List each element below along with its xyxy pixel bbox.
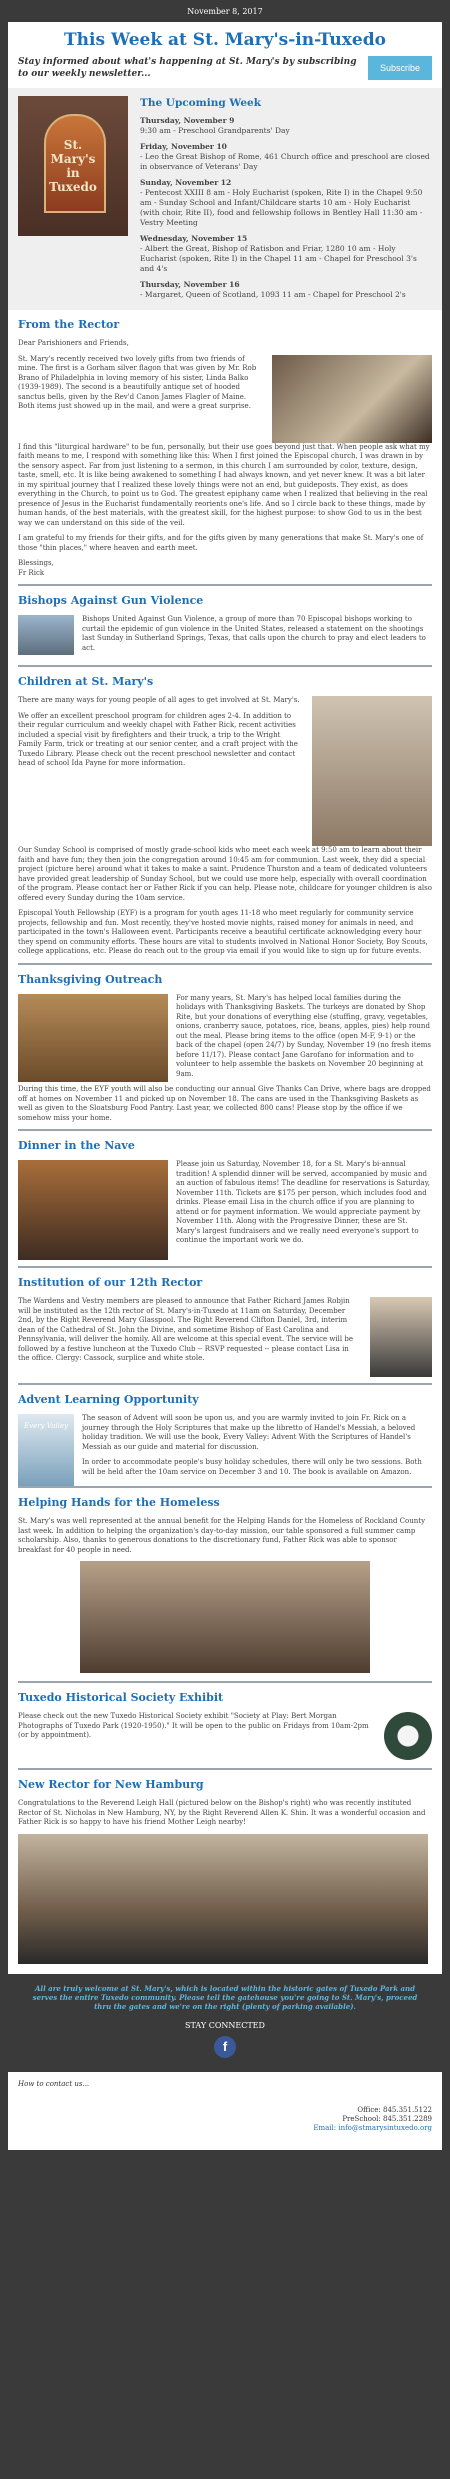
new-hamburg-photo [18, 1834, 428, 1964]
section-historical: Tuxedo Historical Society Exhibit Please check out the new Tuxedo Historical Society exhibit "Society at Play: Bert Morgan Photographs of Tuxedo Park (1920-1950)." It will be open to the public on Fridays from 10am-2pm (or by appointment). [8, 1683, 442, 1760]
flagon-photo [272, 355, 432, 443]
historical-society-seal [384, 1712, 432, 1760]
event-item: Thursday, November 9 9:30 am - Preschool Grandparents' Day [140, 116, 290, 135]
tagline: Stay informed about what's happening at St. Mary's by subscribing to our weekly newsletter... [18, 57, 357, 79]
section-gun-violence: Bishops Against Gun Violence Bishops United Against Gun Violence, a group of more than 70 Episcopal bishops working to curtail the epidemic of gun violence in the United States, released a statement on the shootings last Sunday in Sutherland Springs, Texas, that calls upon the church to pray and elect leaders to act. [8, 586, 442, 659]
contact-email[interactable]: Email: info@stmarysintuxedo.org [313, 2123, 432, 2132]
section-dinner: Dinner in the Nave Please join us Saturday, November 18, for a St. Mary's bi-annual tradition! A splendid dinner will be served, accompanied by music and an auction of fabulous items! The deadline for reservations is Saturday, November 11th. Tickets are $175 per person, which includes food and drinks. Please email Lisa in the church office if you are planning to attend or for payment information. We would appreciate payment by November 11th. Along with the Progressive Dinner, these are St. Mary's largest fundraisers and we really need everyone's support to continue the important work we do. [8, 1131, 442, 1260]
church-logo: St. Mary's in Tuxedo [18, 96, 128, 236]
newsletter-title: This Week at St. Mary's-in-Tuxedo [64, 30, 386, 50]
section-thanksgiving: Thanksgiving Outreach For many years, St. Mary's has helped local families during the holidays with Thanksgiving Baskets. The turkeys are donated by Shop Rite, but your donations of everything else (stuffing, gravy, vegetables, onions, cranberry sauce, potatoes, rice, beans, apples, pies) help round out the meal. Please bring items to the office (open M-F, 9-1) or the back of the chapel (open 24/7) by Sunday, November 19 (no fresh items before 11/17). Please contact Jane Garofano for information and to volunteer to help assemble the baskets on November 20 beginning at 9am. During this time, the EYF youth will also be conducting our annual Give Thanks Can Drive, where bags are dropped off at homes on November 11 and picked up on November 18. The cans are used in the Thanksgiving Baskets as well as given to the Sloatsburg Food Pantry. Last year, we collected 800 cans! Please stop by the office if we somehow miss your home. [18, 972, 431, 1122]
section-institution: Institution of our 12th Rector The Wardens and Vestry members are pleased to announce that Father Richard James Robjin will be instituted as the 12th rector of St. Mary's-in-Tuxedo at 11am on Saturday, December 2nd, by the Right Reverend Mary Glasspool. The Right Reverend Clifton Daniel, 3rd, interim dean of the Cathedral of St. John the Divine, and sometime Bishop of East Carolina and Pennsylvania, will deliver the homily. All are welcome at this special event. The service will be followed by a festive luncheon at the Tuxedo Club -- RSVP requested -- please contact Lisa in the office. Clergy: Cassock, surplice and white stole. [8, 1268, 442, 1377]
upcoming-heading: The Upcoming Week [140, 97, 261, 109]
welcome-note: All are truly welcome at St. Mary's, which is located within the historic gates of Tuxedo Park and serves the entire Tuxedo community. Please tell the gatehouse you're going to St. Mary's, proceed thru the gates and we're on the right (plenty of parking available). [8, 1974, 442, 2017]
section-advent: Advent Learning Opportunity Every Valley The season of Advent will soon be upon us, and you are warmly invited to join Fr. Rick on a journey through the Holy Scriptures that make up the libretto of Handel's Messiah, a beloved holiday tradition. We will use the book, Every Valley: Advent With the Scriptures of Handel's Messiah as our guide and material for discussion. In order to accommodate people's busy holiday schedules, there will only be two sessions. Both will be held after the 10am service on December 3 and 10. The book is available on Amazon. [8, 1385, 442, 1486]
facebook-icon[interactable]: f [214, 2036, 236, 2058]
advent-book-cover: Every Valley [18, 1414, 74, 1486]
contact-label: How to contact us... [18, 2079, 90, 2088]
office-phone: Office: 845.351.5122 [357, 2105, 432, 2114]
stay-connected: STAY CONNECTED [8, 2017, 442, 2036]
issue-date: November 8, 2017 [8, 0, 442, 22]
event-item: Thursday, November 16 - Margaret, Queen of Scotland, 1093 11 am - Chapel for Preschool 2's [140, 280, 406, 299]
bishops-photo [18, 615, 74, 655]
section-new-hamburg: New Rector for New Hamburg Congratulations to the Reverend Leigh Hall (pictured below on the Bishop's right) who was recently instituted Rector of St. Nicholas in New Hamburg, NY, by the Right Reverend Allen K. Shin. It was a wonderful occasion and Father Rick is so happy to have his friend Mother Leigh nearby! [8, 1770, 442, 1964]
event-item: Wednesday, November 15 - Albert the Great, Bishop of Ratisbon and Friar, 1280 10 am - Holy Eucharist (spoken, Rite I) in the Chapel 11 am - Chapel for Preschool 3's and 4's [140, 234, 417, 273]
benefit-photo [80, 1561, 370, 1673]
contact-block [8, 2072, 442, 2150]
subscribe-button[interactable]: Subscribe [368, 56, 432, 80]
rector-photo [370, 1297, 432, 1377]
newsletter [8, 0, 442, 2150]
preschool-phone: PreSchool: 845.351.2289 [342, 2114, 432, 2123]
thanksgiving-photo [18, 994, 168, 1082]
section-helping-hands: Helping Hands for the Homeless St. Mary's was well represented at the annual benefit for the Helping Hands for the Homeless of Rockland County last week. In addition to helping the organization's day-to-day mission, our table sponsored a full summer camp scholarship. Also, thanks to generous donations to the discretionary fund, Father Rick was able to sponsor breakfast for 40 people in need. [8, 1488, 442, 1673]
dinner-photo [18, 1160, 168, 1260]
children-photo [312, 696, 432, 846]
section-children: Children at St. Mary's There are many ways for young people of all ages to get involved at St. Mary's. We offer an excellent preschool program for children ages 2-4. In addition to their regular curriculum and weekly chapel with Father Rick, recent activities included a special visit by firefighters and their truck, a trip to the Wright Family Farm, trick or treating at our senior center, and a craft project with the Tuxedo Library. Please check out the recent preschool newsletter and contact head of school Ida Payne for more information. Our Sunday School is comprised of mostly grade-school kids who meet each week at 9:50 am to learn about their faith and have fun; they then join the congregation around 10:45 am for communion. Last week, they did a special project (picture here) around what it takes to make a saint. Prudence Thurston and a team of dedicated volunteers have provided great leadership of Sunday School, but we could use more help, especially with overall coordination of the program. Please contact her or Father Rick if you can help. Please note, childcare for younger children is also offered every Sunday during the 10am service. Episcopal Youth Fellowship (EYF) is a program for youth ages 11-18 who meet regularly for community service projects, fellowship and fun. Most recently, they've hosted movie nights, raised money for animals in need, and participated in the town's Halloween event. Participants receive a beautiful certificate acknowledging every hour they spend on community efforts. These hours are vital to students involved in National Honor Society, Boy Scouts, college applications, etc. Please do reach out to the group via email if you would like to sign up for future events. [18, 675, 432, 955]
section-rector: From the Rector Dear Parishioners and Friends, St. Mary's recently received two lovely gifts from two friends of mine. The first is a Gorham silver flagon that was given by Mr. Rob Brano of Philadelphia in loving memory of his sister, Linda Balko (1939-1989). The second is a beautifully antique set of hooded sanctus bells, given by the Rev'd Canon James Flagler of Maine. Both items just showed up in the mail, and were a great surprise. I find this "liturgical hardware" to be fun, personally, but their use goes beyond just that. When people ask what my faith means to me, I respond with something like this: When I first joined the Episcopal church, I was drawn in by the sensory aspect. Far from just listening to a sermon, in this church I am surrounded by color, texture, design, taste, smell, etc. It is like being awakened to something I had always known, and yet never knew. It was a bit later in my spiritual journey that I realized these lovely things were not an end, but guideposts. They exist, as does everything in the Church, to point us to God. The greatest epiphany came when I realized that believing in the real presence of Jesus in the Eucharist fundamentally reorients one's life. And so I circle back to these things, made by human hands, of the best materials, with the greatest skill, for the highest purpose: to show God to us in the best way we can understand on this side of the veil. I am grateful to my friends for their gifts, and for the gifts given by many generations that make St. Mary's one of those "thin places," where heaven and earth meet. Blessings, Fr Rick [8, 310, 442, 578]
event-item: Friday, November 10 - Leo the Great Bishop of Rome, 461 Church office and preschool are closed in observance of Veterans' Day [140, 142, 430, 171]
event-item: Sunday, November 12 - Pentecost XXIII 8 am - Holy Eucharist (spoken, Rite I) in the Chapel 9:50 am - Sunday School and Infant/Childcare starts 10 am - Holy Eucharist (with choir, Rite II), food and fellowship follows in Bentley Hall 11:30 am - Vestry Meeting [140, 178, 423, 227]
section-heading: From the Rector [18, 318, 120, 331]
upcoming-week [8, 88, 442, 310]
